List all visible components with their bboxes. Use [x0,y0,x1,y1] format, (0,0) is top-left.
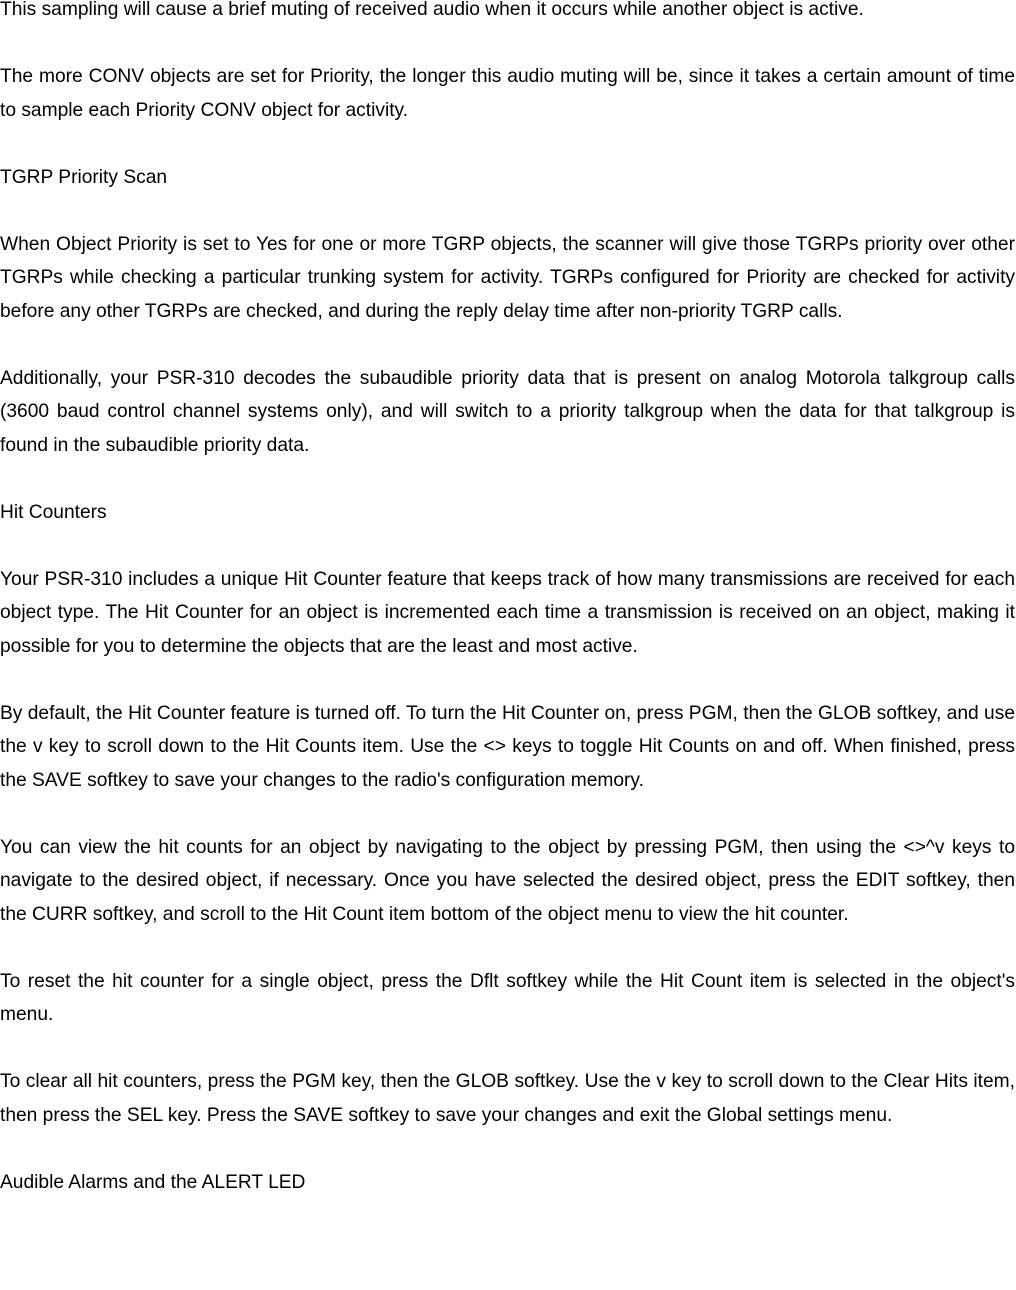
paragraph-tgrp-priority: When Object Priority is set to Yes for one or more TGRP objects, the scanner will give those TGRPs priority over other TGRPs while checking a particular trunking system for activity. TGRPs configured for Priority are checked for activity before any other TGRPs are checked, and during the reply delay time after non-priority TGRP calls. [0,233,1015,322]
paragraph-clear-all-hit-counters: To clear all hit counters, press the PGM key, then the GLOB softkey. Use the v key to scroll down to the Clear Hits item, then press the SEL key. Press the SAVE softkey to save your changes and exit the Global settings menu. [0,1071,1015,1126]
section-heading-audible-alarms: Audible Alarms and the ALERT LED [0,1171,306,1193]
paragraph-conv-priority-muting: The more CONV objects are set for Priority, the longer this audio muting will be, since it takes a certain amount of time to sample each Priority CONV object for activity. [0,66,1015,121]
section-heading-hit-counters: Hit Counters [0,501,107,523]
paragraph-subaudible-priority: Additionally, your PSR-310 decodes the subaudible priority data that is present on analog Motorola talkgroup calls (3600 baud control channel systems only), and will switch to a priority talkgroup when the data for that talkgroup is found in the subaudible priority data. [0,367,1015,456]
paragraph-sampling-muting: This sampling will cause a brief muting of received audio when it occurs while another object is active. [0,0,864,20]
paragraph-reset-hit-counter: To reset the hit counter for a single object, press the Dflt softkey while the Hit Count item is selected in the object's menu. [0,970,1015,1025]
paragraph-view-hit-counts: You can view the hit counts for an object by navigating to the object by pressing PGM, then using the <>^v keys to navigate to the desired object, if necessary. Once you have selected the desired object, press the EDIT softkey, then the CURR softkey, and scroll to the Hit Count item bottom of the object menu to view the hit counter. [0,836,1015,925]
paragraph-hit-counter-intro: Your PSR-310 includes a unique Hit Counter feature that keeps track of how many transmissions are received for each object type. The Hit Counter for an object is incremented each time a transmission is received on an object, making it possible for you to determine the objects that are the least and most active. [0,568,1015,657]
section-heading-tgrp-priority-scan: TGRP Priority Scan [0,166,168,188]
paragraph-hit-counter-enable: By default, the Hit Counter feature is turned off. To turn the Hit Counter on, press PGM, then the GLOB softkey, and use the v key to scroll down to the Hit Counts item. Use the <> keys to toggle Hit Counts on and off. When finished, press the SAVE softkey to save your changes to the radio's configuration memory. [0,702,1015,791]
